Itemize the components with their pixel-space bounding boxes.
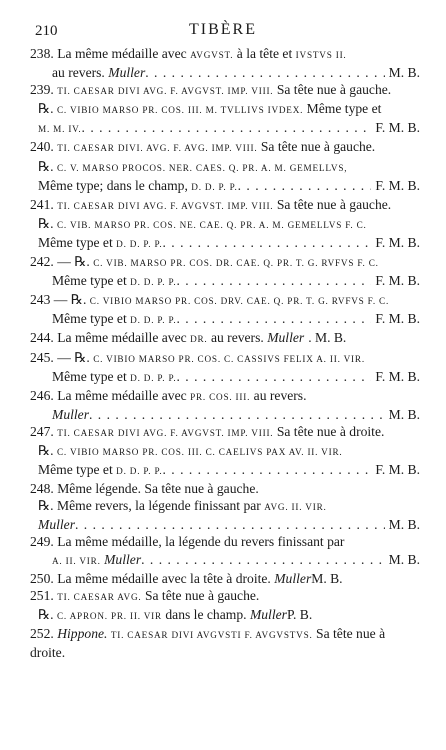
entry-number: 251. xyxy=(30,587,54,603)
legend: D. D. P. P. xyxy=(130,277,177,288)
entry-text: Même type et xyxy=(52,368,127,384)
entry-240 xyxy=(30,138,420,157)
entry-text: Sa tête nue à gauche. xyxy=(144,587,260,603)
reverse-239 xyxy=(30,100,420,138)
entry-number: 245. xyxy=(30,349,54,365)
entry-number: 248. xyxy=(30,481,54,497)
entry-239 xyxy=(30,81,420,100)
entry-text: à la tête et xyxy=(236,46,293,61)
entry-text: Sa tête nue à droite. xyxy=(276,423,385,439)
entry-244 xyxy=(30,329,420,348)
rarity: F. M. B. xyxy=(375,273,420,289)
entry-number: 249. xyxy=(30,534,54,550)
entry-252 xyxy=(30,625,420,661)
legend: C. VIBIO MARSO PR. COS. III. C. CAELIVS PAX AV. II. VIR. xyxy=(57,446,343,457)
rarity: F. M. B. xyxy=(375,462,420,478)
reverse-251 xyxy=(30,606,420,625)
entry-text: Sa tête nue à droite. xyxy=(30,625,386,660)
entry-text: Sa tête nue à gauche. xyxy=(276,196,392,212)
reference: Muller xyxy=(38,517,75,533)
entry-247 xyxy=(30,423,420,442)
legend: C. VIBIO MARSO PR. COS. C. CASSIVS FELIX A. II. VIR. xyxy=(93,353,365,364)
entry-number: 244. xyxy=(30,330,54,346)
legend: A. II. VIR. xyxy=(52,555,101,566)
reverse-mark: ℞. xyxy=(38,498,54,514)
entry-number: 239. xyxy=(30,82,54,98)
reverse-mark: ℞. xyxy=(38,158,54,174)
entry-text: au revers. xyxy=(210,330,264,346)
entry-242 xyxy=(30,253,420,291)
reverse-mark: ℞. xyxy=(38,101,54,117)
reference: Muller xyxy=(249,606,287,622)
running-head: TIBÈRE xyxy=(189,21,257,38)
entry-249 xyxy=(30,533,420,569)
entry-text: au revers. xyxy=(253,387,307,403)
reference: Muller xyxy=(274,570,312,586)
entry-248 xyxy=(30,480,420,497)
entry-text: Même légende. Sa tête nue à gauche. xyxy=(57,481,259,497)
rarity: M. B. xyxy=(388,517,420,533)
legend: D. D. P. P. xyxy=(130,372,177,383)
entry-number: 247. xyxy=(30,423,54,439)
rarity: M. B. xyxy=(388,65,420,81)
entry-250 xyxy=(30,570,420,587)
legend: D. D. P. P. xyxy=(191,181,238,192)
entry-number: 238. xyxy=(30,46,54,61)
entry-number: 240. xyxy=(30,139,54,155)
entry-text: Même type et xyxy=(52,273,127,289)
legend: TI. CAESAR AVG. xyxy=(57,591,142,602)
legend: C. VIBIO MARSO PR. COS. DRV. CAE. Q. PR. T. G. RVFVS F. C. xyxy=(89,296,390,307)
entry-number: 241. xyxy=(30,196,54,212)
legend: PR. COS. III. xyxy=(190,391,251,402)
entry-text: Même type et xyxy=(38,462,113,478)
legend: TI. CAESAR DIVI AVG. F. AVGVST. IMP. VIII. xyxy=(57,200,274,211)
entry-text: Même type et xyxy=(306,101,382,117)
rarity: M. B. xyxy=(388,406,420,422)
reverse-mark: — ℞. xyxy=(57,254,90,270)
legend: C. VIB. MARSO PR. COS. NE. CAE. Q. PR. A. M. GEMELLVS F. C. xyxy=(57,219,367,230)
legend: C. VIB. MARSO PR. COS. DR. CAE. Q. PR. T. G. RVFVS F. C. xyxy=(93,258,379,269)
legend: C. VIBIO MARSO PR. COS. III. M. TVLLIVS IVDEX. xyxy=(57,105,304,116)
legend: C. V. MARSO PROCOS. NER. CAES. Q. PR. A. M. GEMELLVS, xyxy=(57,162,348,173)
entry-number: 250. xyxy=(30,570,54,586)
page-number: 210 xyxy=(35,23,58,39)
reverse-247 xyxy=(30,442,420,480)
entry-238 xyxy=(30,45,420,81)
legend: TI. CAESAR DIVI AVG. F. AVGVST. IMP. VIII. xyxy=(57,86,274,97)
legend: M. M. IV. xyxy=(38,124,82,135)
entry-text: dans le champ. xyxy=(165,606,247,622)
entry-text: La même médaille, la légende du revers finissant par xyxy=(57,534,345,550)
legend: AVGVST. xyxy=(190,50,234,60)
entry-text: La même médaille avec xyxy=(57,387,187,403)
reference: Muller xyxy=(267,330,305,346)
reference: Muller xyxy=(52,406,89,422)
reference: Muller xyxy=(108,65,146,81)
entry-text: La même médaille avec xyxy=(57,330,187,346)
legend: D. D. P. P. xyxy=(130,315,177,326)
entry-text: au revers. xyxy=(52,65,105,81)
legend: TI. CAESAR DIVI AVGVSTI F. AVGVSTVS. xyxy=(110,629,313,640)
reverse-mark: — ℞. xyxy=(53,292,87,308)
legend: D. D. P. P. xyxy=(116,466,163,477)
legend: TI. CAESAR DIVI. AVG. F. AVG. IMP. VIII. xyxy=(57,143,258,154)
entry-text: Même type et xyxy=(38,234,113,250)
entry-text: Sa tête nue à gauche. xyxy=(260,139,376,155)
entry-number: 252. xyxy=(30,625,54,641)
legend: TI. CAESAR DIVI AVG. F. AVGVST. IMP. VIII. xyxy=(57,427,274,438)
rarity: F. M. B. xyxy=(375,177,420,193)
entry-241 xyxy=(30,196,420,215)
rarity: F. M. B. xyxy=(375,234,420,250)
reverse-240 xyxy=(30,158,420,196)
entry-number: 242. xyxy=(30,254,54,270)
legend: AVG. II. VIR. xyxy=(264,502,327,513)
rarity: M. B. xyxy=(388,551,420,567)
legend: D. D. P. P. xyxy=(116,238,163,249)
rarity: M. B. xyxy=(311,570,343,586)
entry-243 xyxy=(30,291,420,329)
rarity: F. M. B. xyxy=(375,120,420,136)
entry-text: La même médaille avec xyxy=(57,46,187,61)
entry-251 xyxy=(30,587,420,606)
reverse-mark: — ℞. xyxy=(57,349,90,365)
entry-text: Sa tête nue à gauche. xyxy=(276,82,392,98)
reverse-mark: ℞. xyxy=(38,442,54,458)
legend: DR. xyxy=(190,334,208,345)
entry-number: 243 xyxy=(30,292,51,308)
entry-text: Même revers, la légende finissant par xyxy=(57,498,261,514)
legend: C. APRON. PR. II. VIR xyxy=(57,610,162,621)
rarity: F. M. B. xyxy=(375,368,420,384)
entry-245 xyxy=(30,349,420,387)
entry-246 xyxy=(30,387,420,423)
entry-number: 246. xyxy=(30,387,54,403)
city-name: Hippone. xyxy=(57,625,108,641)
entry-text: Même type; dans le champ, xyxy=(38,177,188,193)
reverse-mark: ℞. xyxy=(38,215,54,231)
entry-text: Même type et xyxy=(52,311,127,327)
rarity: P. B. xyxy=(286,606,313,622)
reverse-mark: ℞. xyxy=(38,606,54,622)
entry-text: La même médaille avec la tête à droite. xyxy=(57,570,271,586)
catalogue-entries xyxy=(30,45,420,661)
rarity: F. M. B. xyxy=(375,311,420,327)
rarity: . M. B. xyxy=(308,330,347,346)
reference: Muller xyxy=(104,551,142,567)
reverse-241 xyxy=(30,215,420,253)
reverse-248 xyxy=(30,497,420,533)
legend: IVSTVS II. xyxy=(295,50,347,60)
